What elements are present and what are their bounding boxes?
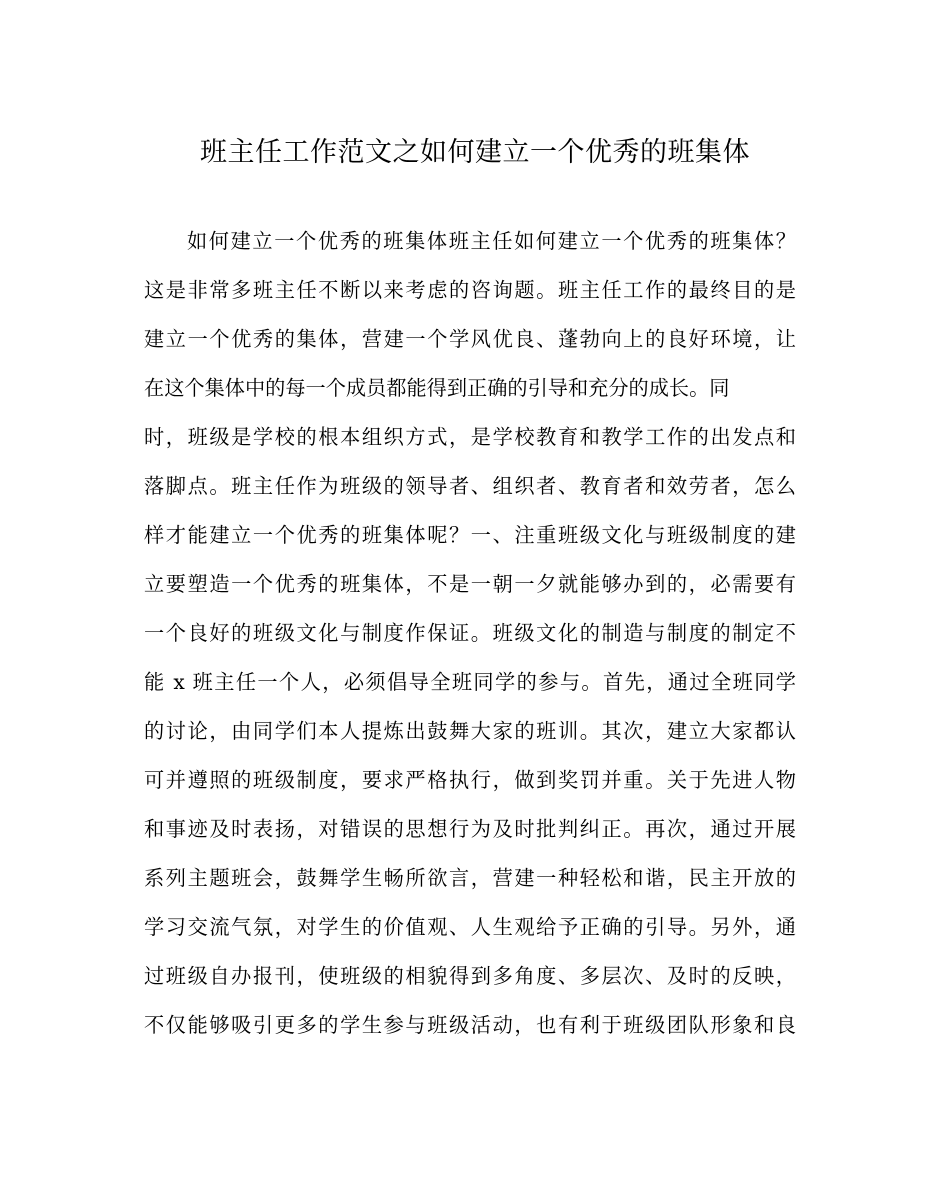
body-line: 立要塑造一个优秀的班集体，不是一朝一夕就能够办到的，必需要有 — [144, 572, 796, 596]
body-line: 不仅能够吸引更多的学生参与班级活动，也有利于班级团队形象和良 — [144, 1013, 796, 1037]
document-title: 班主任工作范文之如何建立一个优秀的班集体 — [200, 137, 750, 168]
body-line: 可并遵照的班级制度，要求严格执行，做到奖罚并重。关于先进人物 — [144, 768, 796, 792]
body-line: 和事迹及时表扬，对错误的思想行为及时批判纠正。再次，通过开展 — [144, 817, 796, 841]
body-line: 能 x 班主任一个人，必须倡导全班同学的参与。首先，通过全班同学 — [144, 670, 796, 694]
body-line: 一个良好的班级文化与制度作保证。班级文化的制造与制度的制定不 — [144, 621, 796, 645]
body-line: 样才能建立一个优秀的班集体呢？一、注重班级文化与班级制度的建 — [144, 523, 796, 547]
body-line: 的讨论，由同学们本人提炼出鼓舞大家的班训。其次，建立大家都认 — [144, 719, 796, 743]
body-line: 这是非常多班主任不断以来考虑的咨询题。班主任工作的最终目的是 — [144, 278, 796, 302]
body-line: 落脚点。班主任作为班级的领导者、组织者、教育者和效劳者，怎么 — [144, 474, 796, 498]
body-line: 如何建立一个优秀的班集体班主任如何建立一个优秀的班集体？ — [187, 229, 796, 253]
body-line: 学习交流气氛，对学生的价值观、人生观给予正确的引导。另外，通 — [144, 915, 796, 939]
document-body — [144, 221, 796, 1054]
body-line: 系列主题班会，鼓舞学生畅所欲言，营建一种轻松和谐，民主开放的 — [144, 866, 796, 890]
body-line: 建立一个优秀的集体，营建一个学风优良、蓬勃向上的良好环境，让 — [144, 327, 796, 351]
body-line: 过班级自办报刊，使班级的相貌得到多角度、多层次、及时的反映， — [144, 964, 796, 988]
body-line: 时，班级是学校的根本组织方式，是学校教育和教学工作的出发点和 — [144, 425, 796, 449]
body-line: 在这个集体中的每一个成员都能得到正确的引导和充分的成长。同 — [144, 376, 730, 400]
